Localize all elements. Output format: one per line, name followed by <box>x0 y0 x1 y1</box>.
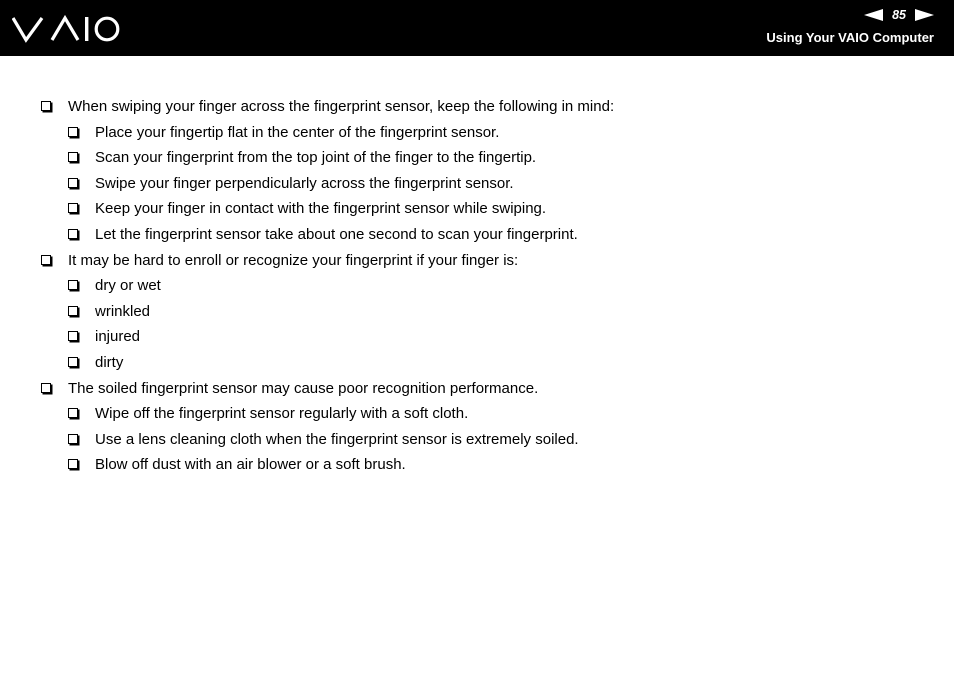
checkbox-bullet-icon <box>68 357 78 367</box>
list-item-text: Scan your fingerprint from the top joint of the finger to the fingertip. <box>95 149 537 167</box>
checkbox-bullet-icon <box>41 101 51 111</box>
page-navigation <box>864 7 934 23</box>
previous-page-arrow-icon[interactable] <box>864 9 883 21</box>
sub-list-item <box>0 275 954 301</box>
checkbox-bullet-icon <box>68 331 78 341</box>
sub-list-item <box>0 352 954 378</box>
sub-list-item <box>0 198 954 224</box>
sub-list-item <box>0 429 954 455</box>
list-item <box>0 378 954 404</box>
list-item-text: Wipe off the fingerprint sensor regularly with a soft cloth. <box>95 405 469 423</box>
checkbox-bullet-icon <box>68 203 78 213</box>
list-item-text: Blow off dust with an air blower or a soft brush. <box>95 456 406 474</box>
list-item-text: dirty <box>95 353 124 371</box>
checkbox-bullet-icon <box>68 434 78 444</box>
checkbox-bullet-icon <box>41 255 51 265</box>
list-item <box>0 250 954 276</box>
sub-list-item <box>0 173 954 199</box>
checkbox-bullet-icon <box>68 229 78 239</box>
sub-list-item <box>0 454 954 480</box>
checkbox-bullet-icon <box>68 178 78 188</box>
vaio-logo <box>12 14 120 44</box>
list-item-text: The soiled fingerprint sensor may cause poor recognition performance. <box>68 379 539 397</box>
list-item-text: wrinkled <box>95 302 151 320</box>
list-item-text: Keep your finger in contact with the fingerprint sensor while swiping. <box>95 200 547 218</box>
checkbox-bullet-icon <box>41 383 51 393</box>
list-item-text: injured <box>95 328 141 346</box>
page-number: 85 <box>892 8 906 22</box>
sub-list-item <box>0 301 954 327</box>
list-item-text: Swipe your finger perpendicularly across the fingerprint sensor. <box>95 174 514 192</box>
bullet-list <box>0 96 954 480</box>
checkbox-bullet-icon <box>68 127 78 137</box>
list-item-text: dry or wet <box>95 277 161 295</box>
list-item-text: Use a lens cleaning cloth when the fingerprint sensor is extremely soiled. <box>95 430 579 448</box>
checkbox-bullet-icon <box>68 459 78 469</box>
list-item-text: When swiping your finger across the fingerprint sensor, keep the following in mind: <box>68 98 615 115</box>
header-bar <box>0 0 954 56</box>
list-item-text: Place your fingertip flat in the center of the fingerprint sensor. <box>95 123 500 141</box>
list-item-text: It may be hard to enroll or recognize your fingerprint if your finger is: <box>68 251 519 269</box>
checkbox-bullet-icon <box>68 152 78 162</box>
checkbox-bullet-icon <box>68 280 78 290</box>
checkbox-bullet-icon <box>68 306 78 316</box>
section-title: Using Your VAIO Computer <box>766 30 934 45</box>
sub-list-item <box>0 403 954 429</box>
next-page-arrow-icon[interactable] <box>915 9 934 21</box>
checkbox-bullet-icon <box>68 408 78 418</box>
list-item <box>0 96 954 122</box>
list-item-text: Let the fingerprint sensor take about one second to scan your fingerprint. <box>95 225 578 243</box>
sub-list-item <box>0 326 954 352</box>
sub-list-item <box>0 147 954 173</box>
sub-list-item <box>0 224 954 250</box>
sub-list-item <box>0 122 954 148</box>
